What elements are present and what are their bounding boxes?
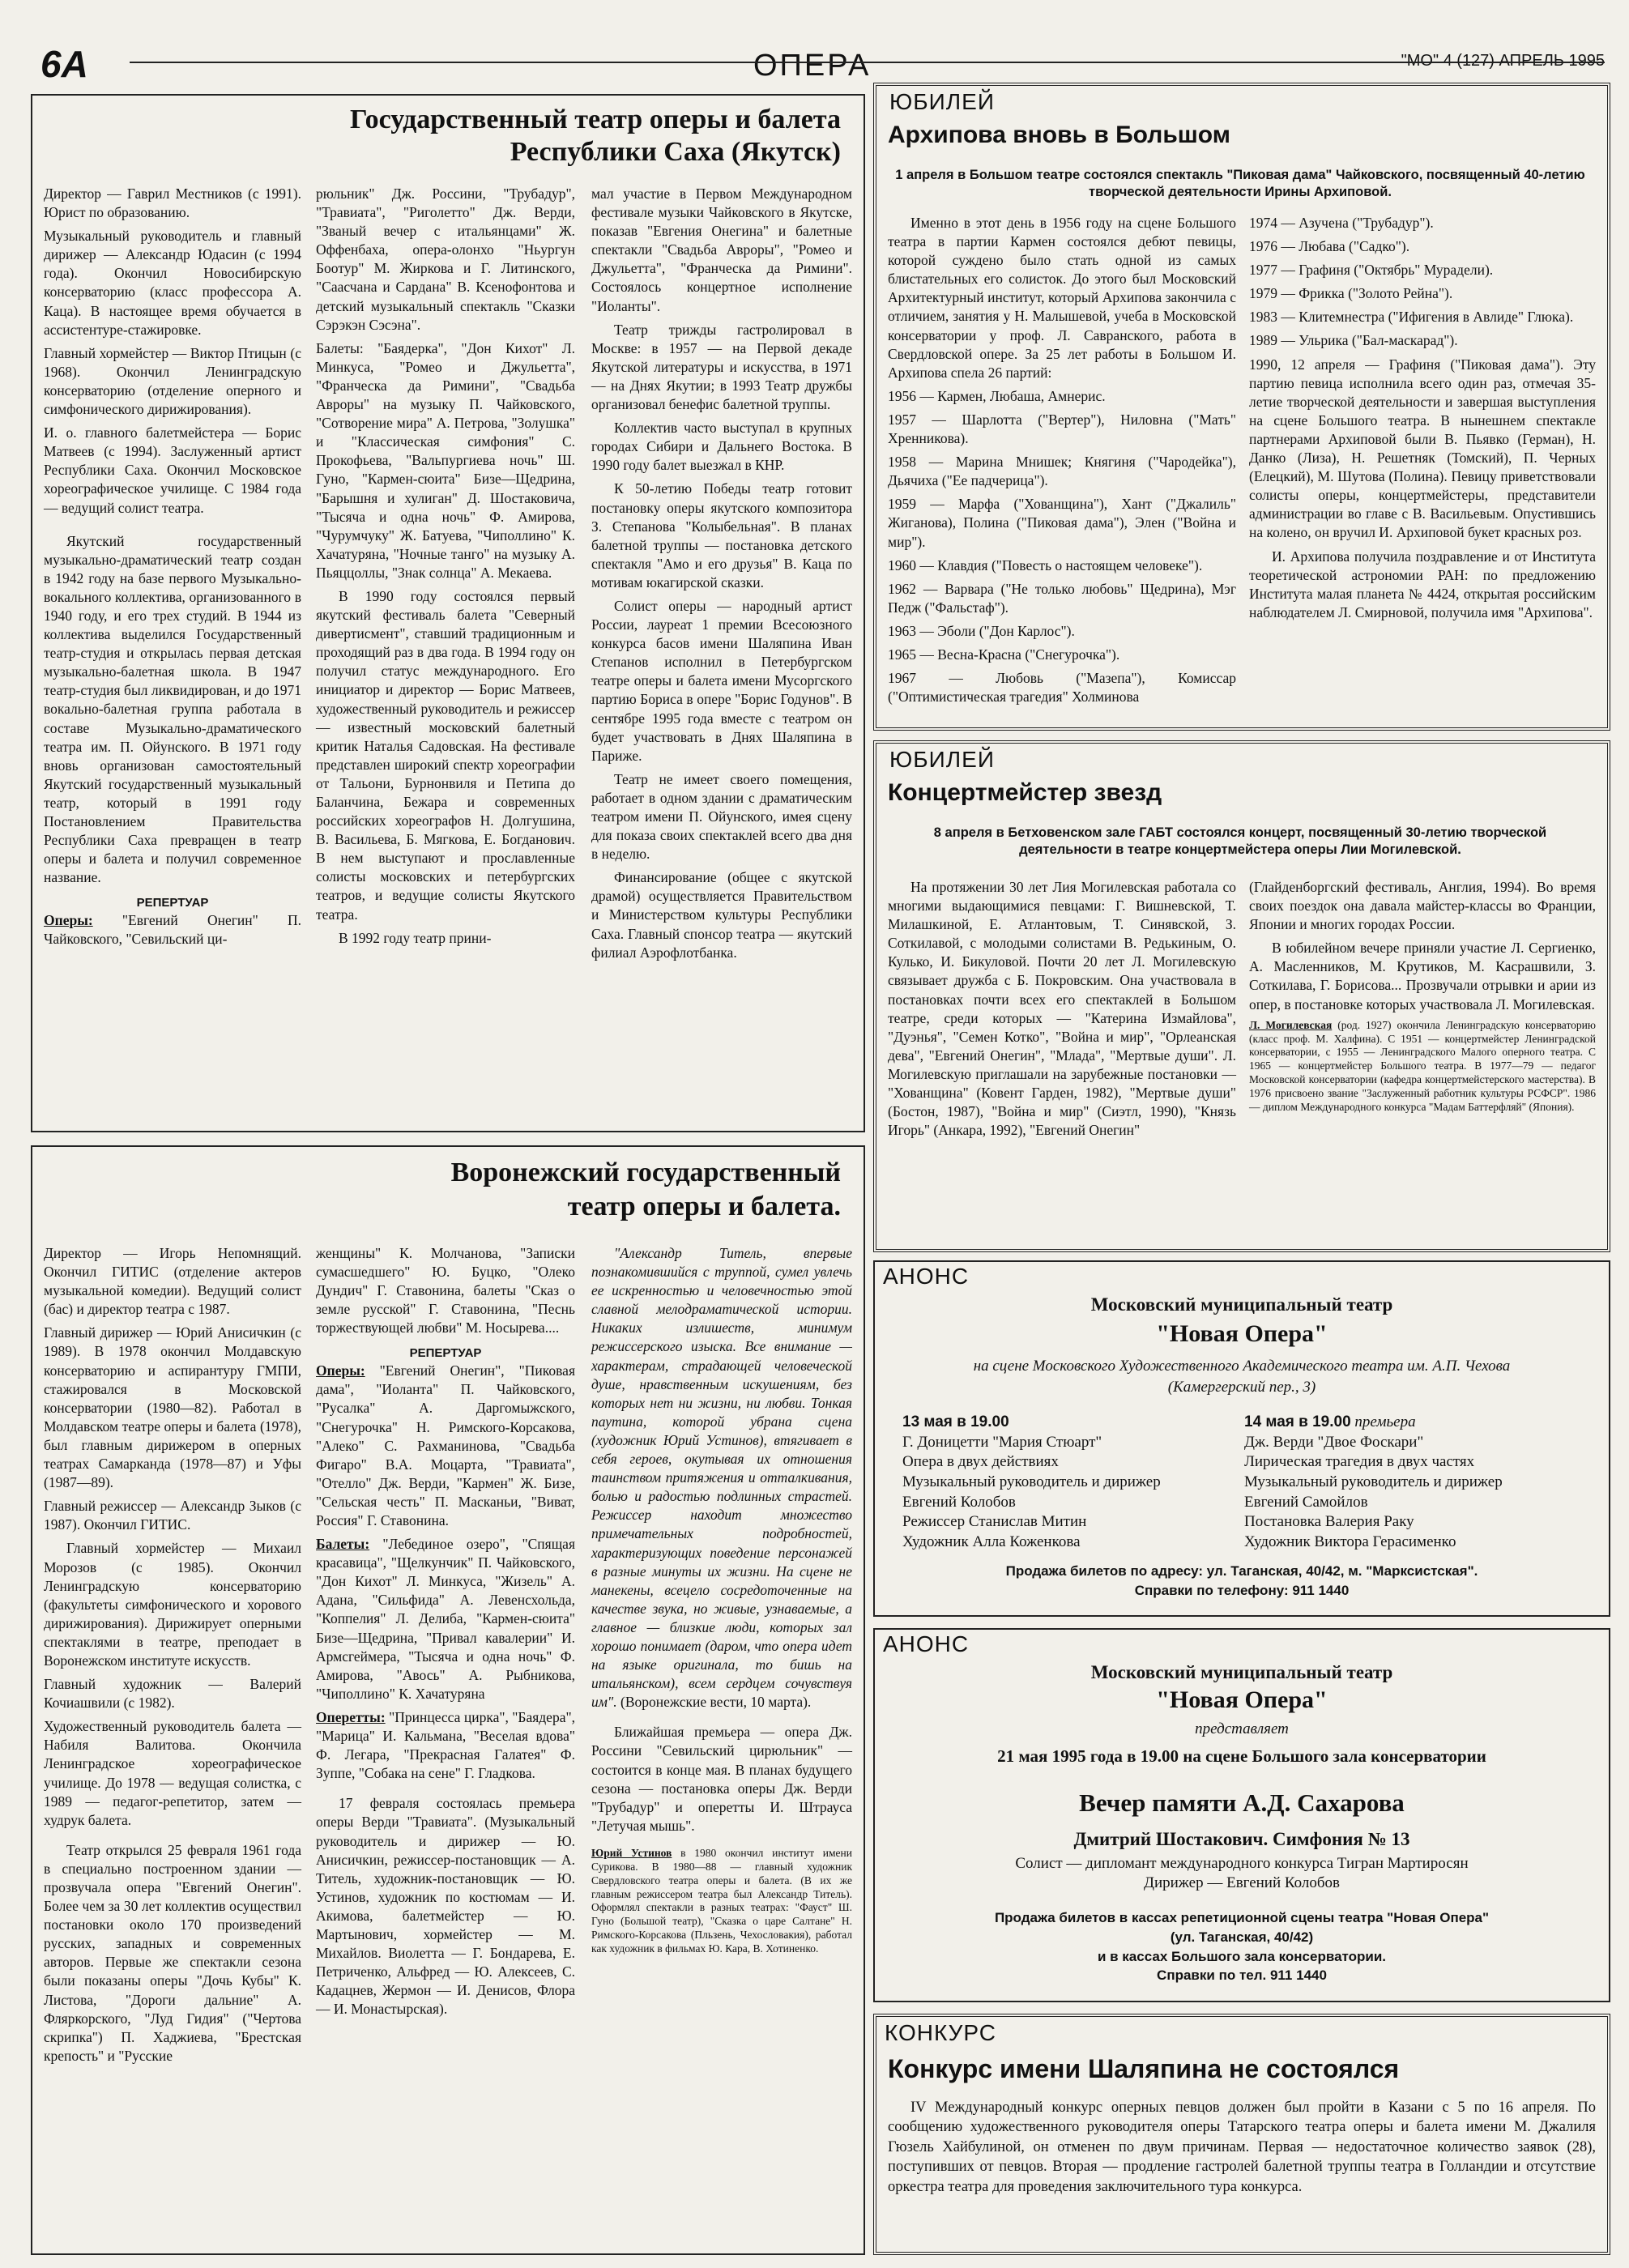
theatre-title: "Новая Опера" <box>1156 1320 1328 1347</box>
yakutsk-column-2 <box>316 185 575 953</box>
line: Лирическая трагедия в двух частях <box>1244 1453 1475 1471</box>
role-entry: 1956 — Кармен, Любаша, Амнерис. <box>888 387 1106 404</box>
paragraph: женщины" К. Молчанова, "Записки сумасшедшего" Ю. Буцко, "Олеко Дундич" Г. Ставонина, балеты "Сказ о земле русской" Г. Ставонина, "Песнь торжествующей любви" М. Носырева.... <box>316 1245 575 1336</box>
line: Художник Виктора Герасименко <box>1244 1533 1456 1551</box>
mogilevskaya-column-1 <box>888 878 1236 1145</box>
review-quote: "Александр Титель, впервые познакомившийся с труппой, сумел увлечь ее искренностью и человечностью этой славной мелодраматической истории. Никаких излишеств, минимум режиссерского изыска. Все внимание — характерам, страдающей человеческой душе, нравственным искушениям, без которых нет ни жизни, ни любви. Тонкая паутина, которой убрана сцена (художник Юрий Устинов), втягивает в себя героев, окутывая их отношения таинством притяжения и отталкивания, болью и радостью подлинных страстей. Режиссер находит множество примечательных подробностей, характеризующих поведение персонажей в разные минуты их жизни. На сцене не манекены, всецело сосредоточенные на качестве звука, но живые, узнаваемые, а главное — близкие люди, которых зал хорошо понимает (даром, что опера идет на языке оригинала, то бишь на итальянском), всем сердцем сочувствуя им". <box>591 1245 852 1711</box>
voronezh-title-line2: театр оперы и балета. <box>567 1192 841 1221</box>
role-entry: 1976 — Любава ("Садко"). <box>1249 238 1410 255</box>
role-entry: 1960 — Клавдия ("Повесть о настоящем человеке"). <box>888 556 1203 573</box>
theatre-title: "Новая Опера" <box>1156 1686 1328 1713</box>
operettas-text: "Принцесса цирка", "Баядера", "Марица" И. Кальмана, "Веселая вдова" Ф. Легара, "Прекрасная Галатея" Ф. Зуппе, "Собака на сене" Г. Гладкова. <box>316 1708 575 1782</box>
paragraph: Директор — Гаврил Местников (с 1991). Юрист по образованию. <box>44 185 301 221</box>
performance-may-13 <box>902 1413 1235 1553</box>
date: 14 мая в 19.00 <box>1244 1413 1351 1430</box>
line: Евгений Колобов <box>902 1493 1016 1511</box>
ticket-sale <box>875 1908 1609 1985</box>
paragraph: В юбилейном вечере приняли участие Л. Сергиенко, А. Масленников, М. Крутиков, М. Касрашвили, З. Соткилава, Г. Борисова... Прозвучали отрывки и арии из опер, в постановке которых участвовала Л. Могилевская. <box>1249 940 1596 1013</box>
sale-line: и в кассах Большого зала консерватории. <box>1097 1948 1387 1964</box>
paragraph: И. Архипова получила поздравление и от Института теоретической астрономии РАН: по предложению Института малая планета № 4424, открытая российским наблюдателем Л. Смирновой, получила имя "Архипова". <box>1249 548 1596 620</box>
paragraph: мал участие в Первом Международном фестивале музыки Чайковского в Якутске, показав "Евгения Онегина" и балетные спектакли "Свадьба Авроры", "Ромео и Джульетта", "Франческа да Римини". Состоялось концертное исполнение "Иоланты". <box>591 185 852 314</box>
yakutsk-title-line2: Республики Саха (Якутск) <box>510 137 841 167</box>
sale-line: Продажа билетов в кассах репетиционной сцены театра "Новая Опера" <box>994 1910 1490 1925</box>
role-entry: 1957 — Шарлотта ("Вертер"), Ниловна ("Мать" Хренникова). <box>888 411 1236 447</box>
paragraph: На протяжении 30 лет Лия Могилевская работала со многими выдающимися певцами: Г. Вишневской, Т. Милашкиной, Е. Атлантовым, Т. Синявской, З. Соткилавой, с молодыми солистами В. Редькиным, О. Кулько, И. Бикуловой. Почти 20 лет Л. Могилевскую связывает дружба с Б. Покровским. Она участвовала в постановках почти всех его спектаклей в Большом театре, среди которых — "Катерина Измайлова", "Дуэнья", "Семен Котко", "Война и мир", "Орлеанская дева", "Евгений Онегин", "Млада", "Мертвые души". Л. Могилевскую приглашали на зарубежные постановки — "Хованщина" (Ковент Гарден, 1982), "Мертвые души" (Бостон, 1987), "Война и мир" (Сиэтл, 1990), "Князь Игорь" (Анкара, 1992), "Евгений Онегин" <box>888 879 1236 1139</box>
mogilevskaya-column-2 <box>1249 878 1596 1119</box>
paragraph: Театр не имеет своего помещения, работает в одном здании с драматическим театром имени П. Ойунского, имея сцену для показа своих спектаклей всего два дня в неделю. <box>591 770 852 863</box>
event-date: 21 мая 1995 года в 19.00 на сцене Большого зала консерватории <box>997 1746 1486 1766</box>
operas-text: "Евгений Онегин" П. Чайковского, "Севильский ци- <box>44 912 301 948</box>
issue-info: "МО" 4 (127) АПРЕЛЬ 1995 <box>1401 52 1605 70</box>
sale-line: Справки по телефону: 911 1440 <box>1134 1582 1350 1598</box>
anons-sakharov-evening <box>873 1628 1610 2002</box>
paragraph: 1990, 12 апреля — Графиня ("Пиковая дама"). Эту партию певица исполнила всего один раз, отмечая 35-летие творческой деятельности и завершая выступления на сцене Большого театра. В нынешнем спектакле партнерами Архиповой были В. Пьявко (Герман), Н. Данко (Лиза), Н. Решетняк (Томский), П. Черных (Елецкий), М. Шутова (Полина). Певицу приветствовали солисты оперы, концертмейстеры, представители администрации во главе с В. Васильевым. Опустившись на колено, он вручил И. Архиповой букет красных роз. <box>1249 356 1596 541</box>
paragraph: Музыкальный руководитель и главный дирижер — Александр Юдасин (с 1994 года). Окончил Новосибирскую консерваторию (класс профессора А. Каца). В настоящее время обучается в ассистентуре-стажировке. <box>44 228 301 338</box>
paragraph: Именно в этот день в 1956 году на сцене Большого театра в партии Кармен состоялся дебют певицы, которой суждено было стать одной из самых блистательных его солисток. До этого был Московский Архитектурный институт, который Архипова закончила с отличием, занятия у Н. Малышевой, учеба в Московской консерватории у проф. Л. Савранского, работа в Свердловской опере. За 25 лет работы в Большом И. Архипова спела 26 партий: <box>888 215 1236 381</box>
voronezh-column-2 <box>316 1244 575 2023</box>
section-title: ОПЕРА <box>753 49 872 83</box>
paragraph: В 1992 году театр прини- <box>339 929 492 946</box>
role-entry: 1983 — Клитемнестра ("Ифигения в Авлиде" Глюка). <box>1249 309 1574 326</box>
line: Музыкальный руководитель и дирижер <box>902 1473 1161 1491</box>
presents: представляет <box>1195 1720 1289 1737</box>
premiere-tag: премьера <box>1350 1413 1416 1430</box>
section-label: ЮБИЛЕЙ <box>885 747 1000 773</box>
operettas-label: Оперетты: <box>316 1708 386 1725</box>
section-label: АНОНС <box>883 1264 970 1289</box>
note-name: Юрий Устинов <box>591 1846 672 1859</box>
role-entry: 1974 — Азучена ("Трубадур"). <box>1249 215 1434 231</box>
lead: 8 апреля в Бетховенском зале ГАБТ состоялся концерт, посвященный 30-летию творческой деятельности в театре концертмейстера оперы Лии Могилевской. <box>933 825 1547 858</box>
repertoire-label: РЕПЕРТУАР <box>409 1346 482 1361</box>
operas-text: "Евгений Онегин", "Пиковая дама", "Иоланта" П. Чайковского, "Русалка" А. Даргомыжского, "Снегурочка" Н. Римского-Корсакова, "Алеко" С. Рахманинова, "Свадьба Фигаро" В.А. Моцарта, "Травиата", "Отелло" Дж. Верди, "Кармен" Ж. Бизе, "Сельская честь" П. Масканьи, "Виват, Россия" Г. Ставонина. <box>316 1362 575 1529</box>
arkhipova-column-1 <box>888 214 1236 711</box>
line: Опера в двух действиях <box>902 1453 1059 1471</box>
sale-line: (ул. Таганская, 40/42) <box>1170 1929 1314 1945</box>
paragraph: Якутский государственный музыкально-драматический театр создан в 1942 году на базе первого Музыкально-вокального коллектива, организованного в 1940 году, и его трех студий. В 1944 из коллектива выделился Государственный театр-студия и открылась первая детская музыкально-балетная школа. В 1947 театр-студия был ликвидирован, и до 1971 вокально-балетная группа работала в составе Музыкально-драматического театра им. П. Ойунского. В 1971 году вновь организован самостоятельный Якутский государственный музыкальный театр, который в 1991 году Постановлением Правительства Республики Саха превращен в театр оперы и балета и получил современное название. <box>44 532 301 886</box>
line: Постановка Валерия Раку <box>1244 1513 1414 1531</box>
paragraph: Театр трижды гастролировал в Москве: в 1957 — на Первой декаде Якутской литературы и искусства, в 1971 — на Днях Якутии; в 1993 Театр дружбы организовал бенефис балетной труппы. <box>591 321 852 413</box>
header-rule <box>130 62 1605 63</box>
role-entry: 1989 — Ульрика ("Бал-маскарад"). <box>1249 332 1458 349</box>
section-label: АНОНС <box>883 1631 970 1656</box>
section-label: КОНКУРС <box>885 2020 996 2045</box>
role-entry: 1977 — Графиня ("Октябрь" Мурадели). <box>1249 262 1494 279</box>
paragraph: Главный хормейстер — Виктор Птицын (с 1968). Окончил Ленинградскую консерваторию (отделение оперного и симфонического дирижирования). <box>44 344 301 418</box>
headline: Архипова вновь в Большом <box>888 122 1230 148</box>
konkurs-article <box>873 2014 1610 2255</box>
paragraph: Художественный руководитель балета — Набиля Валитова. Окончила Ленинградское хореографическое училище. До 1978 — ведущая солистка, с 1989 — педагог-репетитор, затем — худрук балета. <box>44 1718 301 1828</box>
role-entry: 1959 — Марфа ("Хованщина"), Хант ("Джалиль" Жиганова), Полина ("Пиковая дама"), Элен ("Война и мир"). <box>888 496 1236 550</box>
sale-line: Продажа билетов по адресу: ул. Таганская, 40/42, м. "Марксистская". <box>1005 1563 1478 1579</box>
soloist: Солист — дипломант международного конкурса Тигран Мартиросян <box>1015 1855 1469 1872</box>
role-entry: 1979 — Фрикка ("Золото Рейна"). <box>1249 285 1453 302</box>
paragraph: Солист оперы — народный артист России, лауреат 1 премии Всесоюзного конкурса басов имени Шаляпина Иван Степанов исполнил в Петербургском театре оперы и балета имени Мусоргского партию Бориса в опере "Борис Годунов". В сентябре 1995 года вместе с театром он будет участвовать в Днях Шаляпина в Париже. <box>591 597 852 764</box>
event-title: Вечер памяти А.Д. Сахарова <box>1079 1788 1405 1817</box>
line: Режиссер Станислав Митин <box>902 1513 1087 1531</box>
review-source: (Воронежские вести, 10 марта). <box>616 1694 812 1711</box>
paragraph: Главный дирижер — Юрий Анисичкин (с 1989). В 1978 окончил Молдавскую консерваторию и аспирантуру ГМПИ, стажировался в Московской консерватории (1980—82). Работал в Молдавском театре оперы и балета (1978), был главным дирижером в оперных театрах Самарканда (1978—87) и Уфы (1987—89). <box>44 1324 301 1491</box>
paragraph: Ближайшая премьера — опера Дж. Россини "Севильский цирюльник" — состоится в конце мая. В планах будущего сезона — постановка оперы Дж. Верди "Трубадур" и оперетты И. Штрауса "Летучая мышь". <box>591 1724 852 1834</box>
theatre-name: Московский муниципальный театр <box>1090 1294 1393 1315</box>
lead: 1 апреля в Большом театре состоялся спектакль "Пиковая дама" Чайковского, посвященный 40-летию творческой деятельности Ирины Архиповой. <box>895 168 1585 200</box>
program: Дмитрий Шостакович. Симфония № 13 <box>1073 1829 1410 1849</box>
voronezh-column-3 <box>591 1244 852 1961</box>
operas-label: Оперы: <box>316 1362 365 1379</box>
voronezh-column-1 <box>44 1244 301 2070</box>
conductor: Дирижер — Евгений Колобов <box>1143 1874 1340 1891</box>
yakutsk-article <box>31 94 865 1132</box>
line: Евгений Самойлов <box>1244 1493 1368 1511</box>
anons-new-opera-mkhat <box>873 1260 1610 1617</box>
role-entry: 1967 — Любовь ("Мазепа"), Комиссар ("Оптимистическая трагедия" Холминова <box>888 670 1236 706</box>
paragraph: В 1990 году состоялся первый якутский фестиваль балета "Северный дивертисмент", ставший традиционным и проходящий раз в два года. В 1994 году он получил статус международного. Его инициатор и директор — Борис Матвеев, художественный руководитель и режиссер — известный московский балетный критик Наталья Садовская. На фестивале представлен широкий спектр хореографии от Тальони, Бурнонвиля и Петипа до Баланчина, Бежара и современных российских хореографов Н. Долгушина, В. Васильева, Б. Мягкова, Е. Богданович. В нем выступают и прославленные солисты московских и петербургских театров, и ведущие солисты Якутского театра. <box>316 587 575 923</box>
paragraph: IV Международный конкурс оперных певцов должен был пройти в Казани с 5 по 16 апреля. По сообщению художественного руководителя оперы Татарского театра оперы и балета имени М. Джалиля Гюзель Хайбулиной, он отменен по двум причинам. Первая — недостаточное количество заявок (28), поступивших от певцов. Вторая — продление гастролей балетной труппы театра в Голландии и отсутствие оркестра театра для проведения заключительного тура конкурса. <box>888 2100 1596 2195</box>
role-entry: 1958 — Марина Мнишек; Княгиня ("Чародейка"), Дьячиха ("Ее падчерица"). <box>888 454 1236 489</box>
yakutsk-title-line1: Государственный театр оперы и балета <box>349 104 841 134</box>
ballets-text: "Лебединое озеро", "Спящая красавица", "Щелкунчик" П. Чайковского, "Дон Кихот" Л. Минкуса, "Жизель" А. Адана, "Сильфида" А. Левенсхольда, "Коппелия" Л. Делиба, "Кармен-сюита" Бизе—Щедрина, "Привал кавалерии" И. Армсгеймера, "Тысяча и одна ночь" Ф. Амирова, "Авось" А. Рыбникова, "Чиполлино" К. Хачатуряна <box>316 1536 575 1702</box>
note-text: (род. 1927) окончила Ленинградскую консерваторию (класс проф. М. Халфина). С 1951 — концертмейстер Ленинградской консерватории, с 1955 — Ленинградского Малого оперного театра. С 1965 — концертмейстер Большого театра. В 1977—79 — педагог Московской консерватории (кафедра концертмейстерского мастерства). В 1976 присвоено звание "Заслуженный работник культуры РСФСР". 1986 — диплом Международного конкурса "Мадам Баттерфляй" (Япония). <box>1249 1018 1596 1113</box>
date: 13 мая в 19.00 <box>902 1413 1009 1430</box>
voronezh-title-line1: Воронежский государственный <box>450 1157 841 1187</box>
mogilevskaya-article <box>873 740 1610 1252</box>
yakutsk-column-3 <box>591 185 852 967</box>
theatre-name: Московский муниципальный театр <box>1090 1662 1393 1682</box>
paragraph: Главный хормейстер — Михаил Морозов (с 1985). Окончил Ленинградскую консерваторию (факультеты симфонического и хорового дирижирования). Дирижирует оперными спектаклями в театре, преподает в Воронежском институте искусств. <box>44 1540 301 1669</box>
repertoire-label: РЕПЕРТУАР <box>136 896 209 910</box>
paragraph: Балеты: "Баядерка", "Дон Кихот" Л. Минкуса, "Ромео и Джульетта", "Франческа да Римини", "Свадьба Авроры" на музыку П. Чайковского, "Сотворение мира" А. Петрова, "Золушка" и "Классическая симфония" С. Прокофьева, "Вальпургиева ночь" Ш. Гуно, "Кармен-сюита" Бизе—Щедрина, "Барышня и хулиган" Д. Шостаковича, "Тысяча и одна ночь" Ф. Амирова, "Чурумчуку" Ж. Батуева, "Чиполлино" К. Хачатуряна, "Ночные танго" на музыку А. Пьяццоллы, "Знак солнца" А. Мекаева. <box>316 339 575 581</box>
line: Г. Доницетти "Мария Стюарт" <box>902 1433 1102 1451</box>
ballets-label: Балеты: <box>316 1536 370 1553</box>
headline: Концертмейстер звезд <box>888 779 1162 806</box>
venue-address: (Камергерский пер., 3) <box>1167 1379 1316 1396</box>
paragraph: 17 февраля состоялась премьера оперы Верди "Травиата". (Музыкальный руководитель и дирижер — Ю. Анисичкин, режиссер-постановщик — А. Титель, художник-постановщик — Ю. Устинов, художник по костюмам — И. Акимова, балетмейстер — Ю. Мартынович, хормейстер — М. Михайлов. Виолетта — Г. Бондарева, Е. Петриченко, Альфред — Ю. Алексеев, С. Кадацнев, Жермон — И. Денисов, Флора — И. Монастырская). <box>316 1795 575 2018</box>
paragraph: Театр открылся 25 февраля 1961 года в специально построенном здании — прозвучала опера "Евгений Онегин". Более чем за 30 лет коллектив осуществил постановки около 170 произведений русских, западных и современных авторов. Первые же спектакли сезона были показаны оперы "Дочь Кубы" К. Листова, "Дороги дальние" А. Фляркорского, "Луд Гидия" ("Чертова скрипка") П. Хаджиева, "Брестская крепость" и "Русские <box>44 1841 301 2064</box>
paragraph: Директор — Игорь Непомнящий. Окончил ГИТИС (отделение актеров музыкальной комедии). Ведущий солист (бас) и директор театра с 1987. <box>44 1245 301 1318</box>
role-entry: 1962 — Варвара ("Не только любовь" Щедрина), Мэг Педж ("Фальстаф"). <box>888 580 1236 616</box>
line: Музыкальный руководитель и дирижер <box>1244 1473 1503 1491</box>
voronezh-article <box>31 1145 865 2255</box>
ticket-sale <box>875 1562 1609 1601</box>
section-label: ЮБИЛЕЙ <box>885 89 1000 115</box>
arkhipova-article <box>873 83 1610 731</box>
paragraph: (Глайденборгский фестиваль, Англия, 1994). Во время своих поездок она давала майстер-классы во Франции, Японии и многих городах России. <box>1249 879 1596 933</box>
note-text: в 1980 окончил институт имени Сурикова. В 1980—88 — главный художник Свердловского театра оперы и балета. (В их же главным режиссером театра был Александр Титель). Оформлял спектакли в разных театрах: "Фауст" Ш. Гуно (Большой театр), "Сказка о царе Салтане" Н. Римского-Корсакова (Пльзень, Чехословакия), работал как художник в фильмах Ю. Кара, В. Хотиненко. <box>591 1846 852 1955</box>
paragraph: Главный режиссер — Александр Зыков (с 1987). Окончил ГИТИС. <box>44 1498 301 1533</box>
arkhipova-column-2 <box>1249 214 1596 627</box>
page-number: 6А <box>41 43 88 85</box>
paragraph: И. о. главного балетмейстера — Борис Матвеев (с 1994). Заслуженный артист Республики Саха. Окончил Московское хореографическое училище. С 1984 года — ведущий солист театра. <box>44 424 301 516</box>
paragraph: Главный художник — Валерий Кочиашвили (с 1982). <box>44 1676 301 1712</box>
sale-line: Справки по тел. 911 1440 <box>1157 1967 1327 1984</box>
paragraph: Коллектив часто выступал в крупных городах Сибири и Дальнего Востока. В 1990 году балет выезжал в КНР. <box>591 420 852 474</box>
yakutsk-column-1 <box>44 185 301 953</box>
paragraph: рюльник" Дж. Россини, "Трубадур", "Травиата", "Риголетто" Дж. Верди, "Званый вечер с итальянцами" Ж. Оффенбаха, опера-олонхо "Ньургун Боотур" М. Жиркова и Г. Литинского, "Саасчана и Сардана" В. Ксенофонтова и детский музыкальный спектакль "Сказки Сэрэкэн Сэсэна". <box>316 185 575 333</box>
konkurs-text <box>888 2098 1596 2202</box>
note-name: Л. Могилевская <box>1249 1018 1333 1031</box>
paragraph: К 50-летию Победы театр готовит постановку оперы якутского композитора З. Степанова "Колыбельная". В планах балетной труппы — постановка детского спектакля "Амо и его друзья" В. Каца по мотивам юкагирской сказки. <box>591 480 852 590</box>
role-entry: 1963 — Эболи ("Дон Карлос"). <box>888 622 1075 639</box>
headline: Конкурс имени Шаляпина не состоялся <box>888 2054 1400 2083</box>
performance-may-14 <box>1244 1413 1593 1553</box>
role-entry: 1965 — Весна-Красна ("Снегурочка"). <box>888 646 1120 663</box>
line: Художник Алла Коженкова <box>902 1533 1081 1551</box>
paragraph: Финансирование (общее с якутской драмой) осуществляется Правительством и Министерством культуры Республики Саха. Главный спонсор театра — якутский филиал Аэрофлотбанка. <box>591 869 852 961</box>
venue: на сцене Московского Художественного Академического театра им. А.П. Чехова <box>973 1358 1511 1375</box>
line: Дж. Верди "Двое Фоскари" <box>1244 1433 1424 1451</box>
operas-label: Оперы: <box>44 912 93 929</box>
